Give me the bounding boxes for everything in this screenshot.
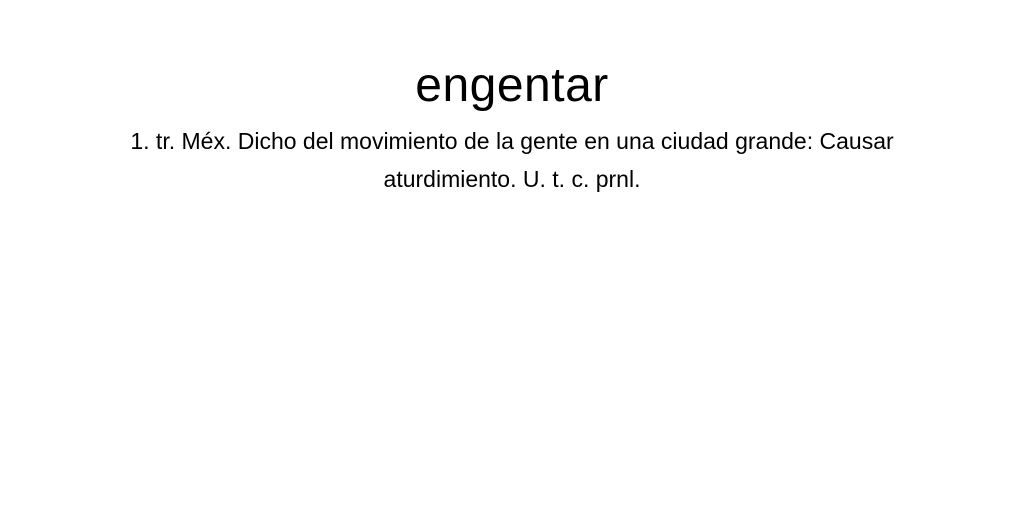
definition-text: 1. tr. Méx. Dicho del movimiento de la gente en una ciudad grande: Causar aturdimiento. U. t. c. prnl. (130, 128, 894, 192)
headword-title: engentar (415, 59, 609, 112)
